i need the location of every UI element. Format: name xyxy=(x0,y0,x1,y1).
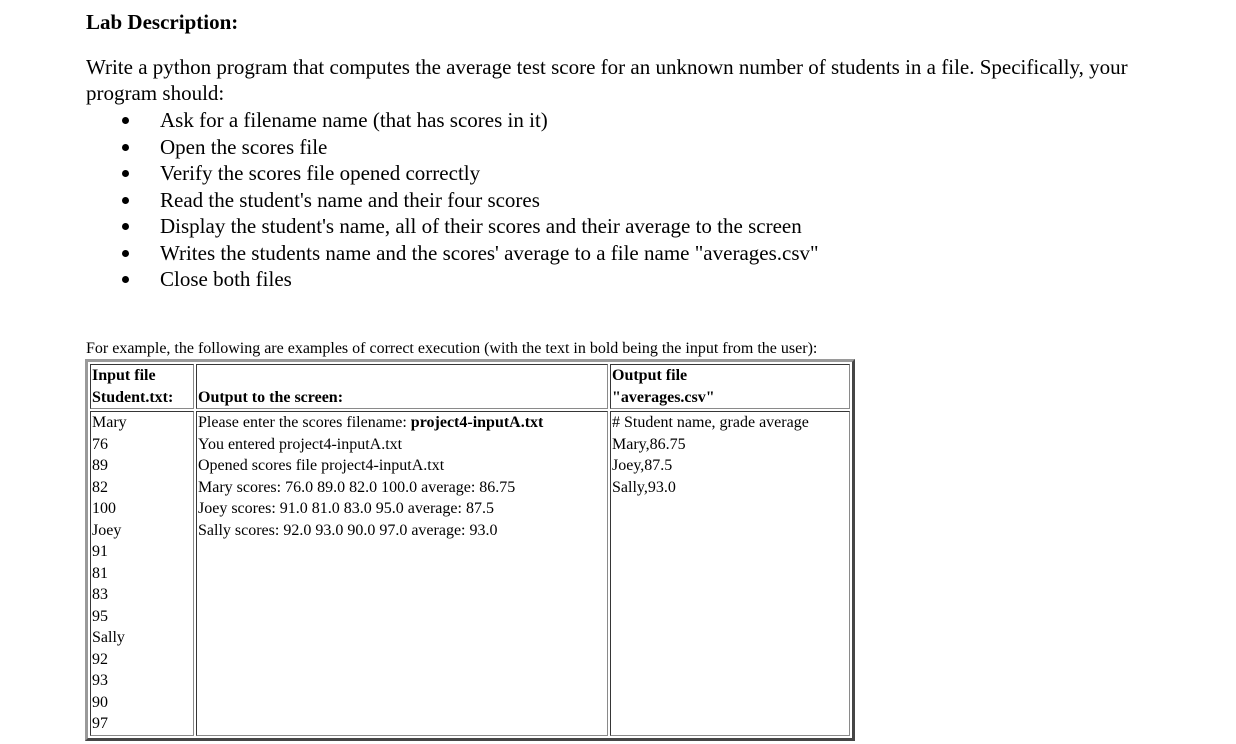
output-file-header xyxy=(610,364,850,409)
example-caption: For example, the following are examples of correct execution (with the text in bold being the input from the user): xyxy=(86,340,818,357)
screen-user-input: project4-inputA.txt xyxy=(410,414,544,431)
input-line: 81 xyxy=(92,564,108,582)
requirement-item xyxy=(112,187,819,214)
screen-output-cell xyxy=(196,411,608,736)
input-line: Sally xyxy=(92,629,125,646)
bullet-icon xyxy=(122,250,129,257)
input-line: 97 xyxy=(92,715,108,732)
requirement-text: Display the student's name, all of their scores and their average to the screen xyxy=(160,214,802,238)
bullet-icon xyxy=(122,276,129,283)
screen-line: Mary scores: 76.0 89.0 82.0 100.0 average: 86.75 xyxy=(198,478,516,496)
requirement-item xyxy=(112,134,819,161)
input-file-header-line1: Input file xyxy=(92,367,156,384)
input-line: 89 xyxy=(92,457,108,474)
output-file-cell xyxy=(610,411,850,736)
lab-description-heading: Lab Description: xyxy=(86,10,239,34)
bullet-icon xyxy=(122,197,129,204)
requirement-item xyxy=(112,240,819,267)
screen-output-header xyxy=(196,364,608,409)
requirement-text: Writes the students name and the scores' average to a file name "averages.csv" xyxy=(160,240,819,265)
requirement-item xyxy=(112,160,819,187)
input-line: 93 xyxy=(92,672,108,689)
requirement-text: Close both files xyxy=(160,267,292,291)
input-line: Mary xyxy=(92,414,127,431)
output-file-header-line1: Output file xyxy=(612,367,688,384)
table-row xyxy=(90,411,850,736)
bullet-icon xyxy=(122,144,129,151)
input-line: Joey xyxy=(92,521,122,539)
input-file-cell xyxy=(90,411,194,736)
input-line: 95 xyxy=(92,607,108,625)
screen-line: Joey scores: 91.0 81.0 83.0 95.0 average: 87.5 xyxy=(198,500,494,517)
requirement-item xyxy=(112,107,819,134)
input-line: 82 xyxy=(92,478,108,496)
screen-output-header-text: Output to the screen: xyxy=(198,388,344,406)
bullet-icon xyxy=(122,117,129,124)
requirement-text: Ask for a filename name (that has scores in it) xyxy=(160,108,548,132)
bullet-icon xyxy=(122,170,129,177)
output-line: Mary,86.75 xyxy=(612,435,686,453)
screen-line: You entered project4-inputA.txt xyxy=(198,435,403,453)
requirement-text: Verify the scores file opened correctly xyxy=(160,161,481,185)
table-header-row xyxy=(90,364,850,409)
requirement-text: Read the student's name and their four scores xyxy=(160,187,540,212)
input-line: 76 xyxy=(92,435,108,453)
screen-prompt-line xyxy=(198,412,606,434)
example-table xyxy=(85,359,855,741)
requirement-item xyxy=(112,266,819,293)
requirement-item xyxy=(112,213,819,240)
output-line: # Student name, grade average xyxy=(612,414,809,431)
intro-paragraph: Write a python program that computes the average test score for an unknown number of students in a file. Specifically, your program should: xyxy=(86,55,1128,105)
example-table-wrapper xyxy=(85,359,855,741)
screen-line: Opened scores file project4-inputA.txt xyxy=(198,457,445,474)
requirements-list xyxy=(112,107,819,293)
screen-prompt-text: Please enter the scores filename: xyxy=(198,414,411,431)
input-line: 100 xyxy=(92,500,116,517)
input-line: 83 xyxy=(92,586,108,603)
output-file-header-line2: "averages.csv" xyxy=(612,388,715,406)
input-line: 92 xyxy=(92,650,108,668)
output-line: Sally,93.0 xyxy=(612,478,676,496)
requirement-text: Open the scores file xyxy=(160,134,328,159)
output-line: Joey,87.5 xyxy=(612,457,673,474)
bullet-icon xyxy=(122,223,129,230)
input-file-header xyxy=(90,364,194,409)
input-line: 90 xyxy=(92,693,108,711)
screen-line: Sally scores: 92.0 93.0 90.0 97.0 average: 93.0 xyxy=(198,521,498,539)
input-file-header-line2: Student.txt: xyxy=(92,388,174,406)
input-line: 91 xyxy=(92,543,108,560)
